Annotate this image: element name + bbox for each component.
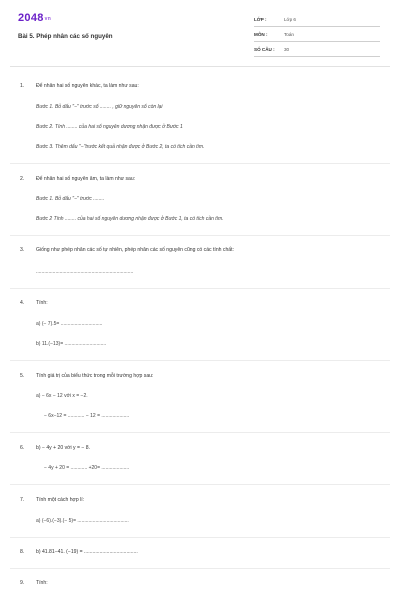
class-value: Lớp 6 (284, 17, 296, 22)
question-count-label: SỐ CÂU : (254, 47, 275, 52)
question-number: 5. (20, 373, 25, 379)
question-5-part-a: a) − 6x − 12 với x = −2. (36, 393, 88, 399)
question-number: 3. (20, 247, 25, 253)
question-number: 6. (20, 445, 25, 451)
question-number: 9. (20, 580, 25, 586)
worksheet-title: Bài 5. Phép nhân các số nguyên (18, 33, 113, 40)
question-2-line-1: Bước 1. Bỏ dấu "−" trước ........ (36, 196, 105, 202)
question-prompt: Tính: (36, 300, 48, 306)
question-prompt: Tính: (36, 580, 48, 586)
class-field (254, 14, 380, 27)
subject-label: MÔN : (254, 32, 268, 37)
question-prompt[interactable]: b) 41.81−41. (−19) = ...................................... (36, 549, 138, 555)
question-divider (10, 235, 390, 236)
question-divider (10, 484, 390, 485)
question-count-field (254, 44, 380, 57)
question-prompt: b) − 4y + 20 với y = − 8. (36, 445, 91, 451)
question-prompt: Để nhân hai số nguyên âm, ta làm như sau: (36, 176, 136, 182)
question-4-part-b[interactable]: b) 11.(−13)= .............................. (36, 341, 107, 347)
question-divider (10, 360, 390, 361)
question-divider (10, 568, 390, 569)
subject-field (254, 29, 380, 42)
question-number: 8. (20, 549, 25, 555)
question-divider (10, 163, 390, 164)
worksheet-header (0, 0, 400, 70)
question-1-line-1: Bước 1. Bỏ dấu "−" trước số ........ , giữ nguyên số còn lại (36, 104, 163, 110)
question-7-part-a[interactable]: a) (−6).(−3).(− 5)= ..................................... (36, 518, 129, 524)
question-number: 4. (20, 300, 25, 306)
header-divider (10, 66, 390, 67)
question-number: 2. (20, 176, 25, 182)
logo-text: 2048 (18, 12, 44, 24)
question-divider (10, 288, 390, 289)
question-5-working[interactable]: − 6x−12 = ............ − 12 = .................... (44, 413, 130, 419)
class-label: LỚP : (254, 17, 267, 22)
question-divider (10, 537, 390, 538)
question-prompt: Để nhân hai số nguyên khác, ta làm như sau: (36, 83, 139, 89)
question-2-line-2: Bước 2 Tính ........ của hai số nguyên dương nhận được ở Bước 1, ta có tích cần tìm. (36, 216, 224, 222)
question-count-value: 30 (284, 47, 290, 52)
question-6-working[interactable]: − 4y + 20 = ............ +20= .................... (44, 465, 130, 471)
question-number: 1. (20, 83, 25, 89)
question-1-line-2: Bước 2. Tính ........ của hai số nguyên dương nhận được ở Bước 1 (36, 124, 183, 130)
question-prompt: Tính một cách hợp lí: (36, 497, 85, 503)
question-4-part-a[interactable]: a) (− 7).5= .............................. (36, 321, 103, 327)
subject-value: Toán (284, 32, 294, 37)
question-divider (10, 432, 390, 433)
question-1-line-3: Bước 3. Thêm dấu "−"trước kết quả nhận được ở Bước 2, ta có tích cần tìm. (36, 144, 205, 150)
site-logo[interactable] (18, 12, 51, 24)
question-3-answer-line[interactable]: ...................................................................... (36, 269, 134, 275)
question-prompt: Tính giá trị của biểu thức trong mỗi trường hợp sau: (36, 373, 154, 379)
logo-suffix: vn (44, 16, 52, 22)
question-prompt: Giống như phép nhân các số tự nhiên, phép nhân các số nguyên cũng có các tính chất: (36, 247, 234, 253)
question-number: 7. (20, 497, 25, 503)
